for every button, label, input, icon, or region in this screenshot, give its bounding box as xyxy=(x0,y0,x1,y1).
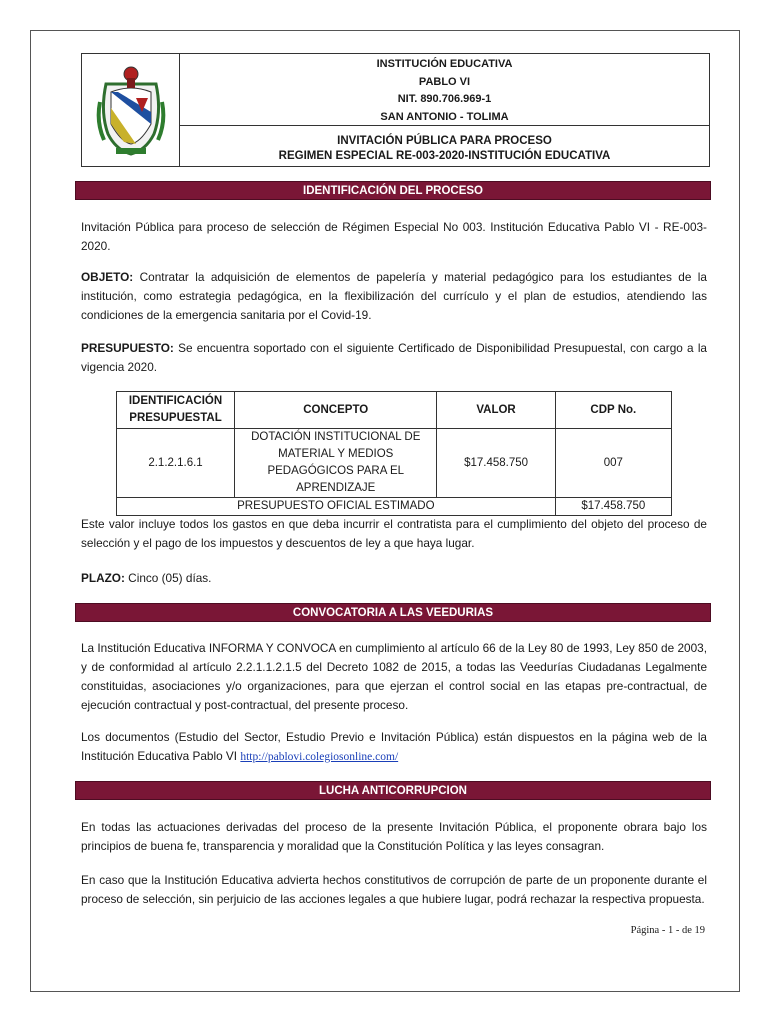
invitation-line-1: INVITACIÓN PÚBLICA PARA PROCESO xyxy=(337,135,552,147)
institution-name: INSTITUCIÓN EDUCATIVA xyxy=(376,58,513,70)
cell-cdp: 007 xyxy=(555,429,671,498)
table-row xyxy=(117,429,672,498)
website-link[interactable]: http://pablovi.colegiosonline.com/ xyxy=(240,751,399,763)
header-identificacion: IDENTIFICACIÓN PRESUPUESTAL xyxy=(117,392,235,429)
section-header-identificacion: IDENTIFICACIÓN DEL PROCESO xyxy=(75,181,711,200)
cell-valor: $17.458.750 xyxy=(437,429,555,498)
valor-paragraph: Este valor incluye todos los gastos en que deba incurrir el contratista para el cumplimiento del objeto del proceso de selección y el pago de los impuestos y descuentos de ley a que haya lugar. xyxy=(81,517,707,550)
presupuesto-label: PRESUPUESTO: xyxy=(81,341,174,355)
plazo-text: Cinco (05) días. xyxy=(124,571,212,585)
institution-logo xyxy=(82,54,180,166)
section-header-anticorrupcion: LUCHA ANTICORRUPCION xyxy=(75,781,711,800)
table-total-row xyxy=(117,498,672,516)
anticorrupcion-paragraph-2: En caso que la Institución Educativa advierta hechos constitutivos de corrupción de parte de un proponente durante el proceso de selección, sin perjuicio de las acciones legales a que hubiere lugar, podrá rechazar la respectiva propuesta. xyxy=(81,873,707,906)
table-header-row xyxy=(117,392,672,429)
document-page xyxy=(30,30,740,992)
invitation-line-2: REGIMEN ESPECIAL RE-003-2020-INSTITUCIÓN EDUCATIVA xyxy=(278,150,611,162)
cell-id: 2.1.2.1.6.1 xyxy=(117,429,235,498)
institution-nit: NIT. 890.706.969-1 xyxy=(397,93,492,105)
presupuesto-text: Se encuentra soportado con el siguiente Certificado de Disponibilidad Presupuestal, con cargo a la vigencia 2020. xyxy=(81,341,707,374)
institution-location: SAN ANTONIO - TOLIMA xyxy=(380,110,509,123)
cell-concepto: DOTACIÓN INSTITUCIONAL DE MATERIAL Y MEDIOS PEDAGÓGICOS PARA EL APRENDIZAJE xyxy=(235,429,437,498)
objeto-paragraph xyxy=(81,268,707,325)
total-label: PRESUPUESTO OFICIAL ESTIMADO xyxy=(117,498,556,516)
presupuesto-paragraph xyxy=(81,339,707,377)
budget-table xyxy=(116,391,672,516)
anticorrupcion-paragraph-1: En todas las actuaciones derivadas del proceso de la presente Invitación Pública, el proponente obrara bajo los principios de buena fe, transparencia y moralidad que la Constitución Política y las leyes consagran. xyxy=(81,820,707,853)
total-value: $17.458.750 xyxy=(555,498,671,516)
institution-block xyxy=(180,54,709,126)
document-header xyxy=(81,53,710,167)
convoca-paragraph: La Institución Educativa INFORMA Y CONVOCA en cumplimiento al artículo 66 de la Ley 80 de 1993, Ley 850 de 2003, y de conformidad al artículo 2.2.1.1.2.1.5 del Decreto 1082 de 2015, a todas las Veedurías Ciudadanas Legalmente constituidas, asociaciones y/o organizaciones, para que ejerzan el control social en las etapas pre-contractual, de ejecución contractual y post-contractual, del presente proceso. xyxy=(81,641,707,712)
header-cdp: CDP No. xyxy=(555,392,671,429)
objeto-label: OBJETO: xyxy=(81,270,134,284)
header-concepto: CONCEPTO xyxy=(235,392,437,429)
header-valor: VALOR xyxy=(437,392,555,429)
documentos-text: Los documentos (Estudio del Sector, Estudio Previo e Invitación Pública) están dispuestos en la página web de la Institución Educativa Pablo VI xyxy=(81,730,707,763)
intro-paragraph: Invitación Pública para proceso de selección de Régimen Especial No 003. Institución Educativa Pablo VI - RE-003-2020. xyxy=(81,220,707,253)
invitation-title xyxy=(180,126,709,166)
institution-subname: PABLO VI xyxy=(418,75,471,88)
plazo-paragraph xyxy=(81,569,707,588)
section-header-convocatoria: CONVOCATORIA A LAS VEEDURIAS xyxy=(75,603,711,622)
page-number: Página - 1 - de 19 xyxy=(630,925,705,936)
coat-of-arms-icon xyxy=(96,62,166,158)
objeto-text: Contratar la adquisición de elementos de papelería y material pedagógico para los estudiantes de la institución, como estrategia pedagógica, en la flexibilización del currículo y el plan de estudios, atendiendo las condiciones de la emergencia sanitaria por el Covid-19. xyxy=(81,270,707,322)
documentos-paragraph xyxy=(81,728,707,767)
plazo-label: PLAZO: xyxy=(81,571,125,585)
